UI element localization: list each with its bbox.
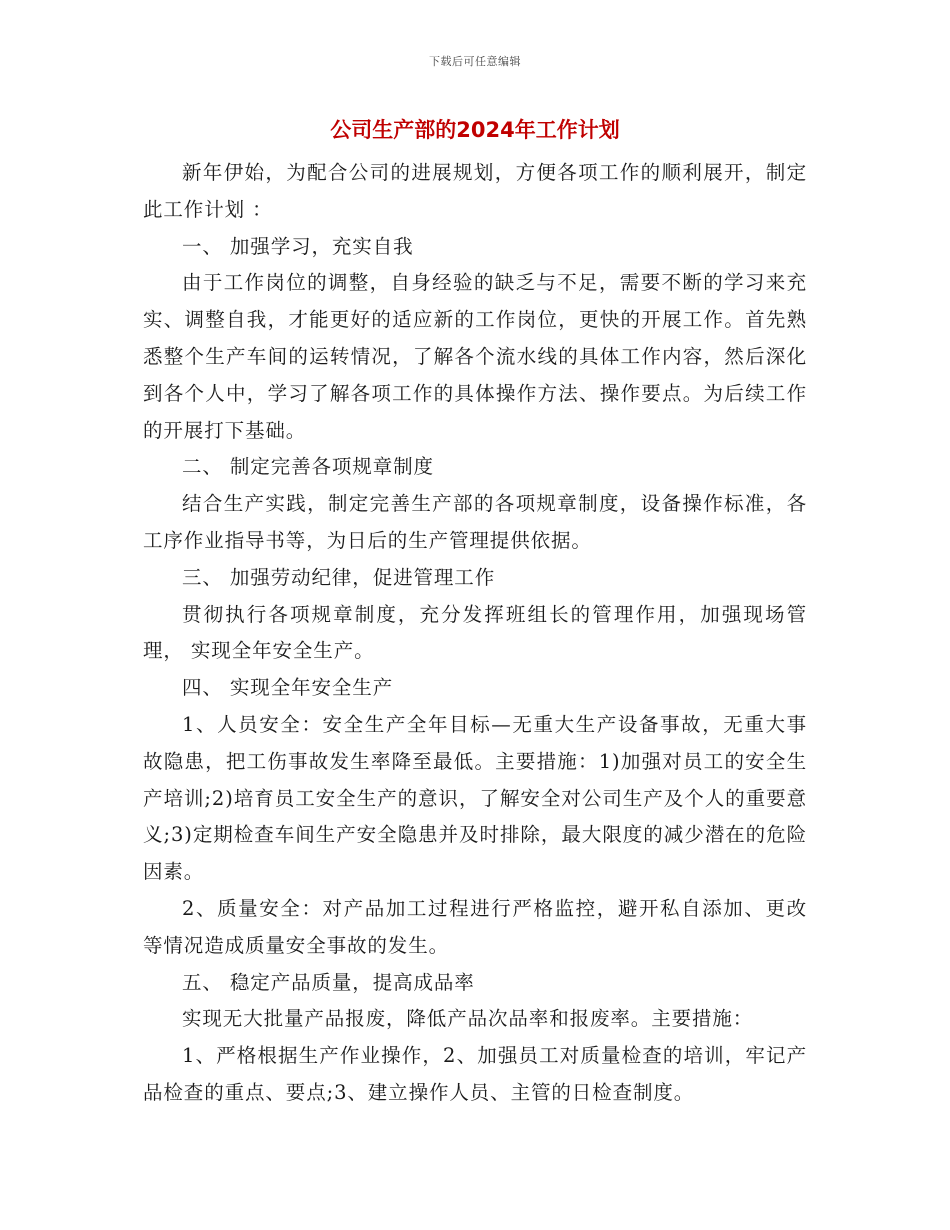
- paragraph-quality-goal: 实现无大批量产品报废，降低产品次品率和报废率。主要措施：: [182, 1007, 754, 1031]
- paragraph-discipline: 贯彻执行各项规章制度，充分发挥班组长的管理作用，加强现场管理， 实现全年安全生产。: [143, 602, 807, 663]
- document-body: [143, 155, 807, 1112]
- section-heading-4: 四、 实现全年安全生产: [182, 676, 394, 700]
- paragraph-learning: 由于工作岗位的调整，自身经验的缺乏与不足，需要不断的学习来充实、调整自我，才能更好的适应新的工作岗位，更快的开展工作。首先熟悉整个生产车间的运转情况，了解各个流水线的具体工作内容，然后深化到各个人中，学习了解各项工作的具体操作方法、操作要点。为后续工作的开展打下基础。: [143, 271, 807, 442]
- document-title: 公司生产部的2024年工作计划: [330, 118, 620, 142]
- paragraph-quality-measures: 1、严格根据生产作业操作，2、加强员工对质量检查的培训，牢记产品检查的重点、要点;3、建立操作人员、主管的日检查制度。: [143, 1044, 807, 1104]
- header-note: 下载后可任意编辑: [429, 55, 521, 68]
- section-heading-1: 一、 加强学习，充实自我: [182, 234, 414, 258]
- section-heading-3: 三、 加强劳动纪律，促进管理工作: [182, 565, 496, 589]
- paragraph-intro: 新年伊始，为配合公司的进展规划，方便各项工作的顺利展开，制定此工作计划 ：: [143, 161, 807, 221]
- paragraph-regulations: 结合生产实践，制定完善生产部的各项规章制度，设备操作标准，各工序作业指导书等，为日后的生产管理提供依据。: [143, 492, 807, 552]
- section-heading-2: 二、 制定完善各项规章制度: [182, 455, 434, 479]
- paragraph-personnel-safety: 1、人员安全：安全生产全年目标—无重大生产设备事故，无重大事故隐患，把工伤事故发生率降至最低。主要措施：1)加强对员工的安全生产培训;2)培育员工安全生产的意识，了解安全对公司生产及个人的重要意义;3)定期检查车间生产安全隐患并及时排除，最大限度的减少潜在的危险因素。: [143, 712, 807, 884]
- paragraph-quality-safety: 2、质量安全：对产品加工过程进行严格监控，避开私自添加、更改等情况造成质量安全事故的发生。: [143, 896, 807, 957]
- section-heading-5: 五、 稳定产品质量，提高成品率: [182, 970, 475, 994]
